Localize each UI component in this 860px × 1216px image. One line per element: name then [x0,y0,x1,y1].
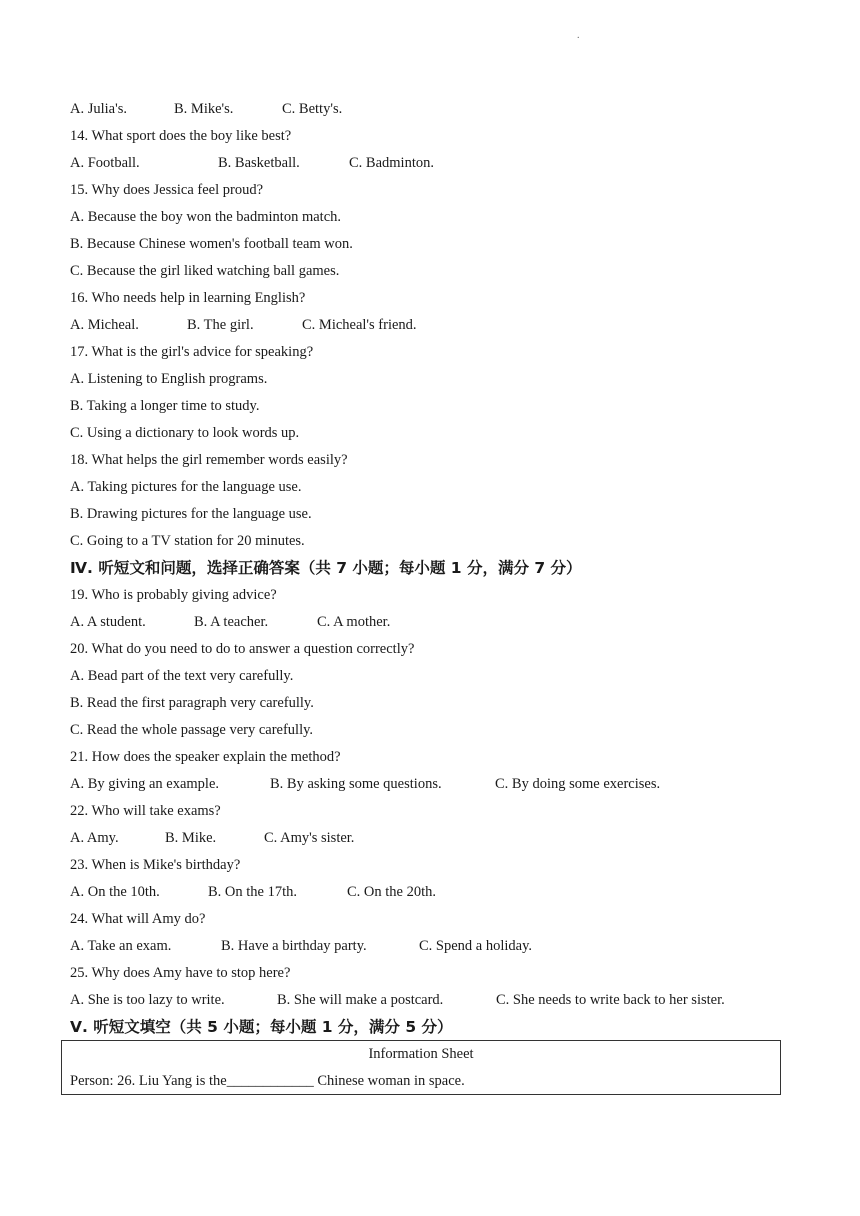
q22-options [70,825,790,852]
q21-option-c: C. By doing some exercises. [495,776,661,792]
q15-option-b: B. Because Chinese women's football team won. [70,236,353,252]
q20-question: 20. What do you need to do to answer a question correctly? [70,641,415,657]
q24-option-a: A. Take an exam. [70,938,172,954]
q16-option-c: C. Micheal's friend. [302,317,417,333]
q23-option-c: C. On the 20th. [347,884,437,900]
q15-question: 15. Why does Jessica feel proud? [70,182,264,198]
q17-question: 17. What is the girl's advice for speaking? [70,344,314,360]
exam-content [70,96,790,1041]
q24-options [70,933,790,960]
q20-option-b: B. Read the first paragraph very carefully. [70,695,314,711]
information-sheet-title: Information Sheet [368,1046,474,1062]
q21-option-b: B. By asking some questions. [270,776,442,792]
q14-option-c: C. Badminton. [349,155,434,171]
q17-option-a: A. Listening to English programs. [70,371,268,387]
q18-option-a: A. Taking pictures for the language use. [70,479,302,495]
q13-option-a: A. Julia's. [70,101,127,117]
q22-option-c: C. Amy's sister. [264,830,355,846]
information-sheet-row-person: Person: 26. Liu Yang is the____________ Chinese woman in space. [70,1073,465,1089]
q16-options [70,312,790,339]
q25-options [70,987,790,1014]
q22-option-a: A. Amy. [70,830,119,846]
q25-option-b: B. She will make a postcard. [277,992,444,1008]
q14-options [70,150,790,177]
q24-option-c: C. Spend a holiday. [419,938,533,954]
q14-option-b: B. Basketball. [218,155,300,171]
q22-question: 22. Who will take exams? [70,803,221,819]
information-sheet-table [61,1040,781,1095]
q18-option-b: B. Drawing pictures for the language use. [70,506,312,522]
q15-option-a: A. Because the boy won the badminton match. [70,209,342,225]
q14-option-a: A. Football. [70,155,140,171]
q13-option-b: B. Mike's. [174,101,234,117]
q22-option-b: B. Mike. [165,830,217,846]
section-4-heading: Ⅳ. 听短文和问题，选择正确答案（共 7 小题；每小题 1 分，满分 7 分） [70,559,582,577]
q13-option-c: C. Betty's. [282,101,343,117]
q18-option-c: C. Going to a TV station for 20 minutes. [70,533,305,549]
q21-options [70,771,790,798]
q23-option-a: A. On the 10th. [70,884,160,900]
q25-option-a: A. She is too lazy to write. [70,992,225,1008]
q23-options [70,879,790,906]
q25-question: 25. Why does Amy have to stop here? [70,965,291,981]
q19-option-a: A. A student. [70,614,146,630]
q13-options [70,96,790,123]
q20-option-a: A. Bead part of the text very carefully. [70,668,294,684]
q16-option-a: A. Micheal. [70,317,139,333]
q19-option-b: B. A teacher. [194,614,269,630]
q16-question: 16. Who needs help in learning English? [70,290,306,306]
q18-question: 18. What helps the girl remember words easily? [70,452,348,468]
q25-option-c: C. She needs to write back to her sister. [496,992,725,1008]
q19-option-c: C. A mother. [317,614,391,630]
q24-option-b: B. Have a birthday party. [221,938,367,954]
section-5-heading: Ⅴ. 听短文填空（共 5 小题；每小题 1 分，满分 5 分） [70,1018,453,1036]
q15-option-c: C. Because the girl liked watching ball games. [70,263,340,279]
q16-option-b: B. The girl. [187,317,254,333]
q23-option-b: B. On the 17th. [208,884,298,900]
q21-option-a: A. By giving an example. [70,776,220,792]
q20-option-c: C. Read the whole passage very carefully. [70,722,314,738]
q19-question: 19. Who is probably giving advice? [70,587,277,603]
q17-option-b: B. Taking a longer time to study. [70,398,260,414]
q21-question: 21. How does the speaker explain the method? [70,749,341,765]
q14-question: 14. What sport does the boy like best? [70,128,292,144]
q19-options [70,609,790,636]
q17-option-c: C. Using a dictionary to look words up. [70,425,300,441]
page-marker: . [577,30,580,41]
q24-question: 24. What will Amy do? [70,911,206,927]
q23-question: 23. When is Mike's birthday? [70,857,241,873]
